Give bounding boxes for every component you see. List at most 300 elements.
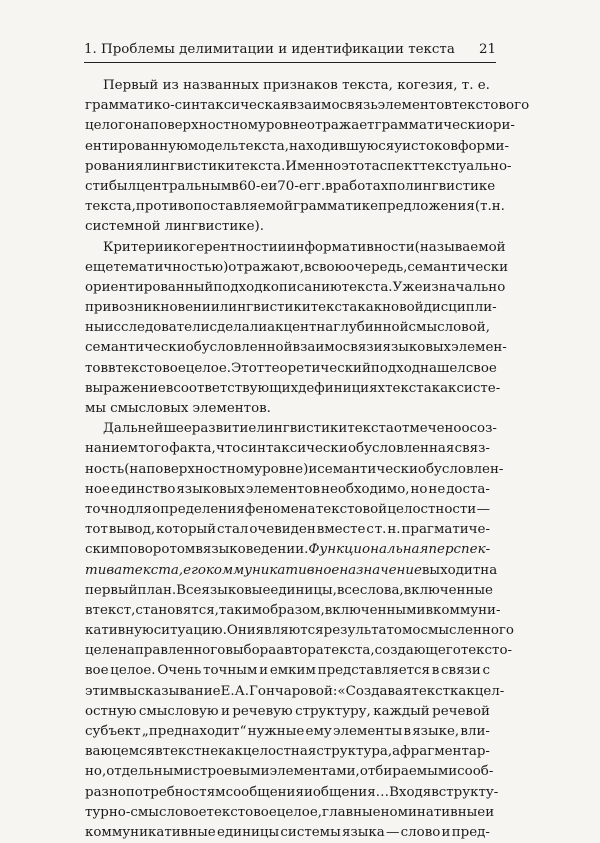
word: остную [85, 703, 137, 719]
word: текстовой [315, 501, 388, 517]
word: гг. [306, 178, 326, 194]
word: изначально [422, 279, 506, 295]
word: выходит [421, 562, 481, 578]
word: в [195, 542, 203, 558]
word: ное [85, 481, 110, 497]
word: являются [255, 623, 324, 639]
word: лингвистики [256, 421, 348, 437]
word: целое. [185, 360, 232, 376]
word: отмечено [393, 421, 462, 437]
word: информативности [286, 239, 415, 255]
word: для [126, 501, 152, 517]
word: семантически [85, 340, 186, 356]
word: который [156, 522, 217, 538]
word: и [303, 784, 313, 800]
word: необходимо, [321, 481, 410, 497]
word: лингвистики [219, 300, 311, 316]
word: не [201, 744, 219, 760]
word: в [85, 602, 93, 618]
word: в [431, 784, 439, 800]
word: „преднаходит“ [141, 724, 247, 739]
word: обусловленной [185, 340, 293, 356]
word: возникновении [111, 300, 220, 316]
word: целенаправленного [85, 643, 226, 659]
text-line [85, 137, 509, 157]
word: субъект [85, 724, 141, 739]
word: уровне [257, 118, 307, 134]
word: сделали [209, 320, 268, 336]
word: нужные [247, 724, 305, 739]
word: противопоставляемой [135, 199, 294, 215]
word: осмысленного [412, 623, 514, 639]
word: новой [382, 300, 424, 316]
word: 70-е [277, 178, 307, 194]
word: слово [400, 824, 441, 840]
word: факта, [169, 441, 216, 457]
word: единство [110, 481, 176, 497]
word: из [162, 78, 179, 93]
word: общения… [312, 784, 390, 800]
word: при [85, 300, 112, 316]
word: вывод, [108, 522, 156, 538]
word: ентированную [85, 138, 188, 154]
word: (т. [474, 199, 492, 215]
word: феномена [244, 501, 316, 517]
word: коммуникативное [205, 562, 340, 578]
word: дисципли- [423, 300, 497, 316]
word: дефинициях [298, 380, 386, 396]
word: но, [85, 764, 107, 780]
word: с [482, 663, 490, 679]
text-line [85, 217, 490, 237]
word: создающего [374, 643, 461, 659]
word: того [138, 441, 169, 457]
word: грамматически [374, 118, 485, 134]
word: текста, [342, 78, 393, 93]
word: не [428, 481, 446, 497]
word: текст, [92, 602, 136, 618]
word: кативную [85, 623, 154, 639]
text-line [85, 500, 490, 520]
word: текста [347, 421, 394, 437]
word: образом, [262, 602, 325, 618]
word: ориентированный [85, 279, 214, 295]
page-number: 21 [478, 42, 496, 57]
running-header [84, 38, 496, 63]
word: выбора [225, 643, 277, 659]
word: доста- [446, 481, 490, 497]
word: коммуни- [432, 602, 501, 618]
word: нашел [420, 360, 466, 376]
word: этим [85, 683, 120, 699]
word: ваюцемся [85, 744, 156, 760]
word: названных [183, 78, 259, 93]
word: фрагментар- [400, 744, 490, 760]
word: языке, [412, 724, 460, 739]
word: осоз- [461, 421, 497, 437]
text-line [85, 460, 504, 480]
word: что [216, 441, 241, 457]
word: текстовое [206, 804, 277, 820]
word: форми- [457, 138, 509, 154]
word: ему [305, 724, 332, 739]
word: план. [137, 582, 177, 598]
word: очередь, [346, 259, 408, 275]
word: тексто- [460, 643, 513, 659]
word: взаимосвязи [292, 340, 383, 356]
word: — [476, 501, 490, 517]
text-line [85, 238, 506, 258]
text-line [85, 439, 490, 459]
text-line [85, 197, 505, 217]
word: речевой [432, 703, 490, 719]
text-line [85, 823, 490, 843]
word: элементов [377, 98, 452, 114]
word: лингвистики [143, 158, 235, 174]
word: элементы [332, 724, 403, 739]
word: подход [370, 360, 421, 376]
word: взаимосвязь [289, 98, 378, 114]
word: «Создавая [337, 683, 412, 699]
word: ность [85, 461, 125, 477]
word: смысловую [138, 703, 219, 719]
word: тематичностью) [113, 259, 229, 275]
word: т. [461, 78, 474, 93]
word: системы [280, 824, 341, 840]
word: Уже [392, 279, 423, 295]
word: модель [187, 138, 239, 154]
word: был [108, 178, 137, 194]
word: вли- [460, 724, 490, 739]
word: предложения [378, 199, 475, 215]
word: Они [226, 623, 256, 639]
word: ны [85, 320, 105, 336]
word: Критерии [103, 239, 173, 255]
word: все [336, 582, 360, 598]
word: т. [374, 522, 387, 538]
word: текста [385, 380, 432, 396]
text-line [85, 258, 509, 278]
text-line [85, 803, 495, 823]
text-line [85, 581, 493, 601]
word: смысловой, [408, 320, 490, 336]
word: сообщения [225, 784, 304, 800]
word: уровне) [254, 461, 309, 477]
word: лингвистике). [164, 219, 265, 235]
word: очевиден [249, 522, 316, 538]
word: прагматиче- [401, 522, 490, 538]
word: аспект [371, 158, 420, 174]
word: этот [341, 158, 372, 174]
word: соответствующих [173, 380, 299, 396]
word: и [308, 461, 318, 477]
word: первый [85, 582, 138, 598]
word: отражает [306, 118, 375, 134]
word: и [441, 824, 451, 840]
word: целостная [242, 744, 317, 760]
word: становятся, [135, 602, 219, 618]
word: в [431, 663, 440, 679]
word: когезия, [397, 78, 458, 93]
word: систе- [456, 380, 501, 396]
word: структуру, [295, 703, 371, 719]
word: структу- [438, 784, 499, 800]
word: но [410, 481, 428, 497]
word: турно-смысловое [85, 804, 207, 820]
word: 60-е [238, 178, 269, 194]
text-line [85, 379, 501, 399]
word: ситуацию. [153, 623, 227, 639]
word: структура, [316, 744, 393, 760]
word: точным [203, 663, 258, 679]
word: текста. [234, 158, 286, 174]
text-line [85, 157, 512, 177]
running-header-title: 1. Проблемы делимитации и идентификации текста [84, 42, 455, 57]
word: элементами, [269, 764, 360, 780]
word: подход [213, 279, 263, 295]
word: рования [85, 158, 144, 174]
word: включенными [324, 602, 426, 618]
text-line [85, 641, 513, 661]
word: к [262, 279, 271, 295]
word: текста. [341, 279, 393, 295]
text-line [85, 783, 499, 803]
text-line [85, 762, 494, 782]
word: на [133, 118, 151, 134]
word: ори- [484, 118, 515, 134]
body-text [85, 76, 530, 843]
word: связ- [454, 441, 490, 457]
text-line [85, 601, 501, 621]
word: (на [124, 461, 147, 477]
word: текста [310, 300, 358, 316]
text-line [85, 702, 490, 722]
word: по [388, 178, 406, 194]
text-line [85, 338, 507, 358]
word: таким [218, 602, 263, 618]
word: обусловлен- [417, 461, 504, 477]
word: единицы, [270, 582, 337, 598]
word: с [366, 522, 374, 538]
word: теоретический [264, 360, 371, 376]
word: и [268, 178, 278, 194]
word: Входя [389, 784, 432, 800]
word: связи [441, 663, 481, 679]
text-line [85, 278, 506, 298]
word: Очень [157, 663, 202, 679]
word: исследователи [104, 320, 210, 336]
word: перспек- [428, 542, 491, 558]
word: строевыми [192, 764, 270, 780]
word: нанием [85, 441, 139, 457]
word: разно [85, 784, 126, 800]
word: а [392, 744, 401, 760]
text-line [85, 96, 530, 116]
text-line [85, 561, 498, 581]
word: емким [269, 663, 316, 679]
word: элементов [245, 481, 321, 497]
word: и [485, 804, 495, 820]
word: ским [85, 542, 121, 558]
word: языковые [201, 582, 271, 598]
word: и [220, 703, 230, 719]
word: развитие [191, 421, 257, 437]
word: в [165, 380, 174, 396]
word: — [386, 824, 400, 840]
word: поверхностном [150, 118, 258, 134]
word: автора [276, 643, 324, 659]
text-line [85, 419, 497, 439]
word: (называемой [414, 239, 506, 255]
word: когерентности [172, 239, 278, 255]
word: тот [85, 522, 108, 538]
word: стал [217, 522, 249, 538]
word: Этот [231, 360, 265, 376]
text-line [85, 116, 515, 136]
word: в [108, 360, 116, 376]
word: текста, [323, 643, 375, 659]
word: целого [85, 118, 134, 134]
word: текстового [451, 98, 530, 114]
word: выражение [85, 380, 166, 396]
word: в [231, 178, 239, 194]
text-line [85, 399, 490, 419]
word: представляется [317, 663, 430, 679]
word: высказывание [119, 683, 221, 699]
text-line [85, 298, 497, 318]
text-line [85, 480, 490, 500]
word: и [277, 239, 287, 255]
word: Все [176, 582, 202, 598]
word: семантически [317, 461, 418, 477]
word: Именно [285, 158, 342, 174]
word: языка [342, 824, 385, 840]
word: пред- [451, 824, 490, 840]
text-line [85, 76, 490, 96]
word: включенные [403, 582, 493, 598]
word: цел- [474, 683, 505, 699]
word: слова, [359, 582, 404, 598]
text-line [85, 177, 496, 197]
word: номинативные [380, 804, 486, 820]
word: в [403, 724, 412, 739]
word: лингвистике [405, 178, 496, 194]
word: центральным [136, 178, 232, 194]
word: определения [152, 501, 245, 517]
word: текстовое [115, 360, 186, 376]
word: в [325, 178, 333, 194]
word: обусловленная [348, 441, 455, 457]
word: тов [85, 360, 109, 376]
word: целое. [110, 663, 156, 679]
word: Функциональная [308, 542, 429, 558]
word: работах [332, 178, 389, 194]
word: текст [162, 744, 202, 760]
word: системной [85, 219, 161, 235]
word: на [316, 320, 334, 336]
word: еще [85, 259, 114, 275]
word: мы [85, 401, 107, 416]
word: Гончаровой: [249, 683, 338, 699]
word: н. [387, 522, 401, 538]
word: как [450, 683, 475, 699]
text-line [85, 661, 490, 681]
word: грамматике [293, 199, 379, 215]
word: семантически [407, 259, 509, 275]
text-line [85, 540, 490, 560]
word: языковых [382, 340, 452, 356]
word: речевую [232, 703, 293, 719]
word: глубинной [333, 320, 409, 336]
word: как [218, 744, 243, 760]
word: точно [85, 501, 127, 517]
word: вместе [316, 522, 366, 538]
word: Дальнейшее [103, 421, 192, 437]
word: свое [465, 360, 497, 376]
word: потребностям [125, 784, 226, 800]
word: у [394, 138, 403, 154]
word: отражают, [228, 259, 304, 275]
word: А. [234, 683, 250, 699]
word: н. [491, 199, 505, 215]
word: поворотом [120, 542, 196, 558]
text-line [85, 359, 497, 379]
word: свою [311, 259, 347, 275]
word: текста, [122, 562, 184, 578]
word: языковедении. [202, 542, 309, 558]
word: описанию [270, 279, 342, 295]
word: целое, [276, 804, 323, 820]
text-line [85, 742, 490, 762]
word: смысловых [110, 401, 189, 416]
word: текста, [238, 138, 290, 154]
text-line [85, 621, 514, 641]
word: единицы [216, 824, 280, 840]
word: как [431, 380, 457, 396]
word: Е. [220, 683, 235, 699]
word: языковых [176, 481, 245, 497]
word: и [259, 663, 269, 679]
word: находившуюся [289, 138, 395, 154]
text-line [85, 520, 490, 540]
word: элемен- [451, 340, 507, 356]
word: синтаксически [240, 441, 348, 457]
word: коммуникативные [85, 824, 216, 840]
word: отдельными [106, 764, 193, 780]
word: истоков [402, 138, 458, 154]
word: вое [85, 663, 109, 679]
word: Первый [103, 78, 159, 93]
text-line [85, 682, 505, 702]
word: отбираемыми [359, 764, 458, 780]
word: каждый [373, 703, 430, 719]
word: элементов. [192, 401, 271, 416]
word: главные [322, 804, 381, 820]
word: признаков [263, 78, 338, 93]
word: целостности [387, 501, 477, 517]
word: как [357, 300, 383, 316]
word: акцент [267, 320, 317, 336]
text-line [85, 722, 490, 742]
word: результатом [323, 623, 413, 639]
word: сооб- [457, 764, 494, 780]
word: поверхностном [146, 461, 255, 477]
word: в [155, 744, 163, 760]
word: сти [85, 178, 109, 194]
word: на [480, 562, 498, 578]
text-line [85, 318, 490, 338]
word: в [425, 602, 433, 618]
